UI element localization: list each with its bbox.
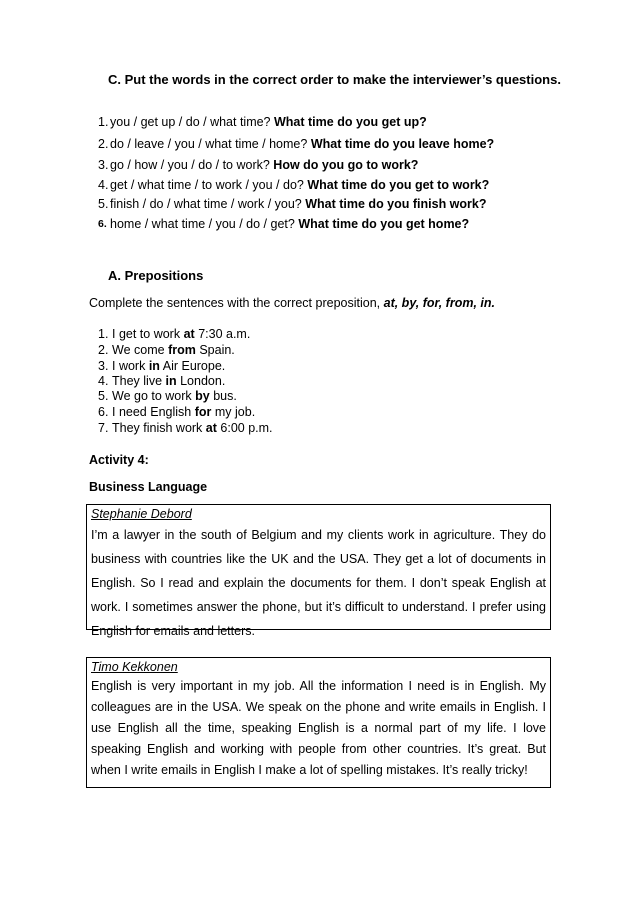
item-number: 5. — [98, 197, 109, 211]
item-answer: What time do you get up? — [274, 115, 427, 129]
item-before: I get to work — [112, 327, 181, 341]
list-item — [98, 421, 273, 435]
item-number: 2. — [98, 137, 109, 151]
instruction-text: Complete the sentences with the correct preposition, — [89, 296, 381, 310]
item-number: 1. — [98, 327, 109, 341]
item-preposition: for — [194, 405, 212, 419]
activity-heading: Business Language — [89, 480, 208, 494]
list-item — [98, 374, 226, 388]
list-item — [98, 327, 251, 341]
item-preposition: in — [148, 359, 160, 373]
item-prompt: do / leave / you / what time / home? — [110, 137, 308, 151]
section-c-title: C. Put the words in the correct order to make the interviewer’s questions. — [108, 72, 561, 87]
profile-text: English is very important in my job. All the information I need is in English. My colleagues are in the USA. We speak on the phone and write emails in English. I use English all the time, speaking English is a normal part of my life. I love speaking English and working with people from other countries. It’s great. But when I write emails in English I make a lot of spelling mistakes. It’s really tricky! — [91, 679, 546, 777]
item-after: Air Europe. — [162, 359, 226, 373]
list-item — [98, 359, 226, 373]
list-item — [98, 343, 235, 357]
list-item — [98, 115, 427, 129]
item-number: 4. — [98, 178, 109, 192]
item-prompt: finish / do / what time / work / you? — [110, 197, 302, 211]
item-preposition: in — [165, 374, 177, 388]
item-before: We come — [112, 343, 165, 357]
item-after: my job. — [214, 405, 256, 419]
profile-name: Timo Kekkonen — [91, 660, 178, 674]
item-after: Spain. — [199, 343, 235, 357]
item-number: 2. — [98, 343, 109, 357]
item-number: 6. — [98, 405, 109, 419]
prepositions-instruction — [89, 296, 495, 310]
item-before: They finish work — [112, 421, 203, 435]
list-item — [98, 158, 419, 172]
list-item — [98, 405, 256, 419]
item-number: 7. — [98, 421, 109, 435]
section-a-title: A. Prepositions — [108, 268, 204, 283]
item-after: bus. — [213, 389, 237, 403]
item-answer: How do you go to work? — [273, 158, 419, 172]
item-preposition: at — [205, 421, 217, 435]
item-answer: What time do you leave home? — [310, 137, 495, 151]
item-preposition: by — [195, 389, 210, 403]
profile-box-timo — [86, 657, 551, 788]
instruction-options: at, by, for, from, in. — [383, 296, 495, 310]
activity-label: Activity 4: — [89, 453, 149, 467]
item-prompt: you / get up / do / what time? — [110, 115, 271, 129]
profile-name: Stephanie Debord — [91, 507, 192, 521]
profile-box-stephanie — [86, 504, 551, 638]
item-prompt: home / what time / you / do / get? — [110, 217, 295, 231]
item-answer: What time do you finish work? — [305, 197, 487, 211]
item-answer: What time do you get home? — [298, 217, 470, 231]
item-preposition: at — [183, 327, 195, 341]
profile-text: I’m a lawyer in the south of Belgium and my clients work in agriculture. They do business with countries like the UK and the USA. They get a lot of documents in English. So I read and explain the documents for them. I don’t speak English at work. I sometimes answer the phone, but it’s difficult to understand. I prefer using English for emails and letters. — [91, 528, 546, 638]
item-number: 3. — [98, 158, 109, 172]
item-number: 3. — [98, 359, 109, 373]
item-preposition: from — [168, 343, 196, 357]
item-before: They live — [112, 374, 163, 388]
list-item — [98, 178, 490, 192]
item-after: 7:30 a.m. — [198, 327, 251, 341]
list-item — [98, 389, 237, 403]
item-before: We go to work — [112, 389, 192, 403]
item-number: 4. — [98, 374, 109, 388]
item-before: I work — [112, 359, 146, 373]
item-prompt: go / how / you / do / to work? — [110, 158, 270, 172]
item-number: 1. — [98, 115, 109, 129]
item-after: 6:00 p.m. — [220, 421, 273, 435]
item-prompt: get / what time / to work / you / do? — [110, 178, 304, 192]
item-number: 5. — [98, 389, 109, 403]
list-item — [98, 217, 470, 231]
list-item — [98, 137, 495, 151]
item-number: 6. — [98, 218, 107, 230]
item-before: I need English — [112, 405, 192, 419]
item-answer: What time do you get to work? — [307, 178, 490, 192]
list-item — [98, 197, 487, 211]
item-after: London. — [180, 374, 226, 388]
